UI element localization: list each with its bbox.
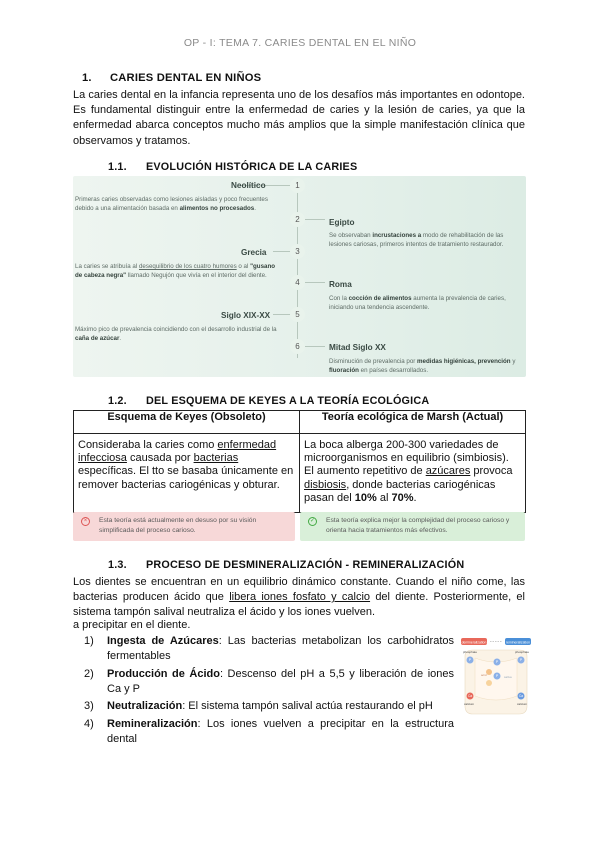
remin-label: remineralization bbox=[506, 640, 530, 645]
section-title: EVOLUCIÓN HISTÓRICA DE LA CARIES bbox=[146, 161, 358, 173]
calcium-label-right: calcium bbox=[517, 702, 528, 706]
svg-text:Ca: Ca bbox=[518, 694, 524, 699]
process-paragraph-2: a precipitar en el diente. bbox=[73, 619, 191, 631]
process-paragraph: Los dientes se encuentran en un equilibrio dinámico constante. Cuando el niño come, las bacterias producen ácido que libera iones fosfato y calcio del diente. Posteriormente, el sistema tampón salival neutraliza el ácido y los iones vuelven. bbox=[73, 576, 525, 619]
note-text: Esta teoría explica mejor la complejidad del proceso carioso y orienta hacia tratamientos más efectivos. bbox=[326, 517, 510, 534]
svg-text:P: P bbox=[519, 658, 523, 663]
timeline-marker: 2 bbox=[290, 212, 305, 227]
section-number: 1.2. bbox=[108, 395, 127, 407]
timeline-marker: 6 bbox=[290, 339, 305, 354]
comparison-table bbox=[73, 410, 526, 513]
section-number: 1.3. bbox=[108, 559, 127, 571]
section-title: DEL ESQUEMA DE KEYES A LA TEORÍA ECOLÓGICA bbox=[146, 395, 430, 407]
list-item: 1) Ingesta de Azúcares: Las bacterias metabolizan los carbohidratos fermentables bbox=[84, 635, 454, 663]
timeline-title: Neolítico bbox=[231, 181, 266, 190]
saliva-label: saliva bbox=[504, 675, 512, 679]
timeline-text: Se observaban incrustaciones a modo de rehabilitación de las lesiones cariosas, primeros intentos de tratamiento restaurador. bbox=[329, 232, 504, 249]
timeline-title: Mitad Siglo XX bbox=[329, 343, 386, 352]
timeline-marker: 3 bbox=[290, 244, 305, 259]
table-header-row bbox=[74, 411, 526, 434]
timeline-title: Siglo XIX-XX bbox=[221, 311, 271, 320]
section-heading-1-3 bbox=[108, 559, 464, 571]
section-heading-1-1 bbox=[108, 161, 357, 173]
intro-paragraph bbox=[73, 88, 525, 149]
table-row bbox=[74, 434, 526, 513]
acid-label: acid bbox=[481, 673, 487, 677]
phosphate-label-left: phosphate bbox=[463, 650, 478, 654]
intro-text-2: Es fundamental distinguir entre la enfermedad de caries y la lesión de caries, ya que la enfermedad abarca conceptos mucho más amplios que la simple manifestación clínica que observamos y tratamos. bbox=[73, 104, 525, 147]
timeline-connector bbox=[273, 314, 291, 315]
section-title: CARIES DENTAL EN NIÑOS bbox=[110, 72, 262, 84]
table-cell-keyes: Consideraba la caries como enfermedad infecciosa causada por bacterias específicas. El tto se basaba únicamente en remover bacterias cariogénicas y obturar. bbox=[74, 434, 300, 513]
page-header: OP - I: TEMA 7. CARIES DENTAL EN EL NIÑO bbox=[183, 37, 417, 49]
svg-text:Ca: Ca bbox=[467, 694, 473, 699]
timeline-marker: 4 bbox=[290, 275, 305, 290]
check-circle-icon: ✓ bbox=[309, 518, 316, 524]
current-note bbox=[300, 512, 525, 541]
svg-text:P: P bbox=[495, 660, 499, 665]
section-title: PROCESO DE DESMINERALIZACIÓN - REMINERALIZACIÓN bbox=[146, 559, 465, 571]
list-item: 2) Producción de Ácido: Descenso del pH a 5,5 y liberación de iones Ca y P bbox=[84, 667, 454, 695]
intro-text-1: La caries dental en la infancia representa uno de los desafíos más importantes en odontope. bbox=[73, 89, 525, 101]
timeline-text: Con la cocción de alimentos aumenta la prevalencia de caries, iniciando una tendencia ascendente. bbox=[329, 295, 506, 312]
demin-remin-diagram bbox=[461, 636, 531, 718]
bacteria-icon bbox=[486, 669, 492, 675]
section-heading-1 bbox=[82, 72, 261, 84]
timeline-title: Roma bbox=[329, 280, 352, 289]
section-heading-1-2 bbox=[108, 395, 429, 407]
table-header-keyes: Esquema de Keyes (Obsoleto) bbox=[74, 411, 300, 434]
demin-label: demineralization bbox=[461, 640, 487, 645]
table-cell-marsh: La boca alberga 200-300 variedades de microorganismos en equilibrio (simbiosis). El aumento repetitivo de azúcares provoca disbiosis, donde bacterias cariogénicas pasan del 10% al 70%. bbox=[300, 434, 526, 513]
list-item: 3) Neutralización: El sistema tampón salival actúa restaurando el pH bbox=[84, 700, 433, 713]
bacteria-icon bbox=[486, 680, 492, 686]
timeline-connector bbox=[305, 346, 325, 347]
section-number: 1.1. bbox=[108, 161, 127, 173]
note-text: Esta teoría está actualmente en desuso por su visión simplificada del proceso carioso. bbox=[99, 517, 257, 534]
phosphate-label-right: phosphate bbox=[515, 650, 530, 654]
timeline-connector bbox=[273, 251, 291, 252]
timeline-axis bbox=[297, 182, 298, 358]
history-timeline bbox=[73, 176, 526, 377]
list-item: 4) Remineralización: Los iones vuelven a precipitar en la estructura dental bbox=[84, 717, 454, 746]
timeline-text: Disminución de prevalencia por medidas higiénicas, prevención y fluoración en países desarrollados. bbox=[329, 358, 516, 375]
timeline-text: Primeras caries observadas como lesiones aisladas y poco frecuentes debido a una alimentación basada en alimentos no procesados. bbox=[75, 196, 268, 213]
timeline-connector bbox=[305, 282, 325, 283]
timeline-text: La caries se atribuía al desequilibrio de los cuatro humores o al "gusano de cabeza negra" llamado Negujón que vivía en el interior del diente. bbox=[75, 263, 276, 280]
table-header-marsh: Teoría ecológica de Marsh (Actual) bbox=[300, 411, 526, 434]
obsolete-note bbox=[73, 512, 295, 541]
timeline-title: Egipto bbox=[329, 218, 355, 227]
svg-text:P: P bbox=[468, 658, 472, 663]
timeline-marker: 5 bbox=[290, 307, 305, 322]
timeline-text: Máximo pico de prevalencia coincidiendo con el desarrollo industrial de la caña de azúcar. bbox=[75, 326, 277, 343]
section-number: 1. bbox=[82, 72, 92, 84]
svg-text:P: P bbox=[495, 674, 499, 679]
calcium-label-left: calcium bbox=[464, 702, 475, 706]
x-circle-icon: × bbox=[81, 517, 90, 526]
process-steps bbox=[84, 634, 454, 750]
timeline-connector bbox=[305, 219, 325, 220]
timeline-marker: 1 bbox=[290, 178, 305, 193]
timeline-title: Grecia bbox=[241, 248, 267, 257]
